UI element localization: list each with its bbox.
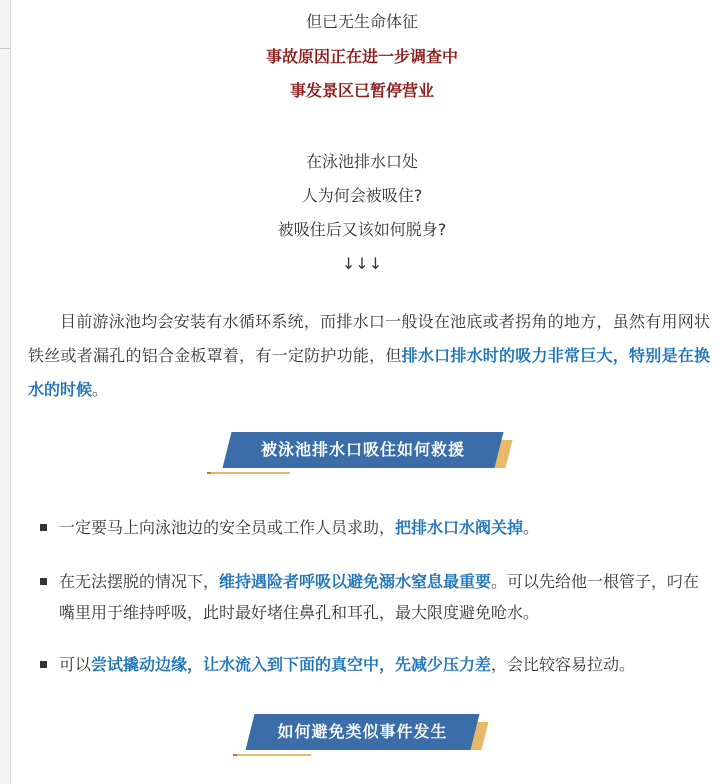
paragraph-text: 目前游泳池均会安装有水循环系统，而排水口一般设在池底或者拐角的地方，虽然有用网状铁丝或者漏孔的铝合金板罩着，有一定防护功能，但 [28, 312, 710, 365]
intro-line-3: 事发景区已暂停营业 [289, 81, 434, 100]
banner-underline [236, 754, 311, 756]
section-banner-prevention [250, 714, 490, 758]
paragraph-highlight: 排水口排水时的吸力非常巨大，特别是在换水的时候 [28, 346, 710, 399]
intro-line-5: 人为何会被吸住? [301, 186, 423, 205]
list-item [40, 512, 710, 543]
bullet-text: 可以 [59, 655, 92, 674]
intro-line-2: 事故原因正在进一步调查中 [265, 47, 458, 66]
list-item [40, 649, 710, 680]
intro-line-1: 但已无生命体征 [305, 12, 418, 31]
banner-underline [210, 472, 290, 474]
list-item-text [59, 566, 710, 628]
list-item [40, 566, 710, 628]
section-title-prevention: 如何避免类似事件发生 [277, 722, 448, 741]
bullet-highlight: 维持遇险者呼吸以避免溺水窒息最重要 [219, 572, 492, 591]
bullet-square-icon [40, 661, 47, 668]
bullet-text-end: ，会比较容易拉动。 [491, 655, 636, 674]
bullet-highlight: 把排水口水阀关掉 [395, 518, 524, 537]
intro-line-7: ↓↓↓ [341, 254, 383, 273]
bullet-square-icon [40, 524, 47, 531]
section-banner-rescue [227, 432, 513, 476]
banner-dot [207, 472, 211, 474]
list-item-text [59, 512, 710, 543]
bullet-text: 在无法摆脱的情况下， [59, 572, 220, 591]
paragraph-end: 。 [92, 380, 109, 399]
bullet-text-end: 。 [523, 518, 540, 537]
banner-dot [233, 754, 237, 756]
intro-line-4: 在泳池排水口处 [305, 152, 418, 171]
body-paragraph [28, 305, 710, 407]
bullet-text-end: 。可以先给他一根管子，叼在嘴里用于维持呼吸，此时最好堵住鼻孔和耳孔，最大限度避免呛水。 [59, 572, 700, 622]
bullet-highlight: 尝试撬动边缘，让水流入到下面的真空中，先减少压力差 [91, 655, 492, 674]
section-title-rescue: 被泳池排水口吸住如何救援 [260, 440, 465, 459]
bullet-text: 一定要马上向泳池边的安全员或工作人员求助， [59, 518, 396, 537]
list-item-text [59, 649, 710, 680]
intro-line-6: 被吸住后又该如何脱身? [277, 220, 447, 239]
bullet-square-icon [40, 578, 47, 585]
